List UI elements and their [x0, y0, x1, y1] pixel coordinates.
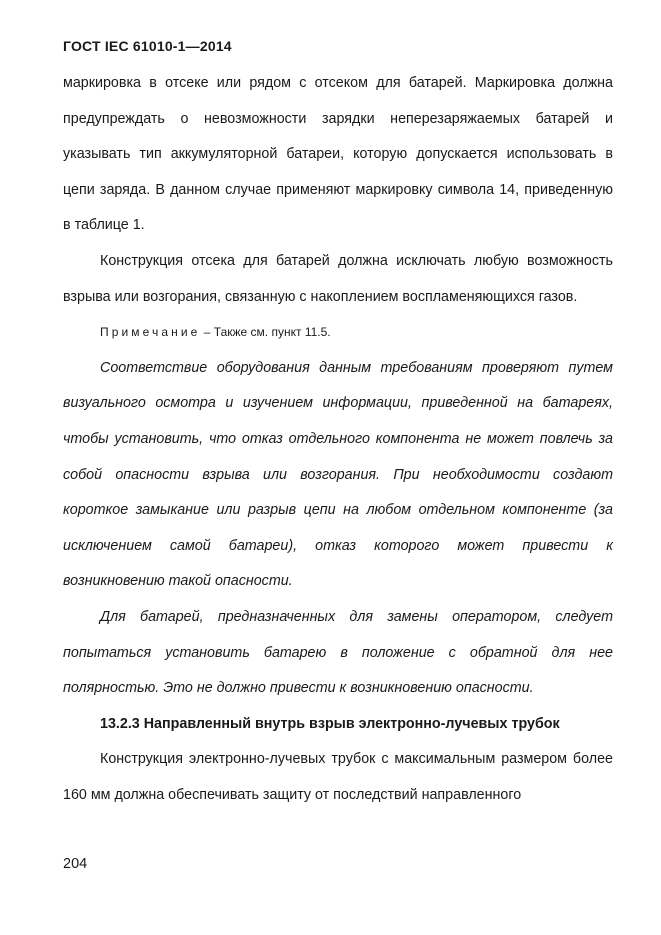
note: [63, 315, 613, 351]
paragraph-compliance-check: Соответствие оборудования данным требованиям проверяют путем визуального осмотра и изучением информации, приведенной на батареях, чтобы установить, что отказ отдельного компонента не может повлечь за собой опасности взрыва или возгорания. При необходимости создают короткое замыкание или разрыв цепи на любом отдельном компоненте (за исключением самой батареи), отказ которого может привести к возникновению такой опасности.: [63, 359, 613, 590]
section-heading: 13.2.3 Направленный внутрь взрыв электронно-лучевых трубок: [100, 715, 560, 732]
paragraph-battery-compartment: Конструкция отсека для батарей должна исключать любую возможность взрыва или возгорания, связанную с накоплением воспламеняющихся газов.: [63, 252, 613, 305]
document-header: ГОСТ IEC 61010-1—2014: [63, 38, 232, 54]
paragraph-crt-construction: Конструкция электронно-лучевых трубок с максимальным размером более 160 мм должна обеспечивать защиту от последствий направленного: [63, 751, 613, 803]
note-label: Примечание: [100, 325, 201, 340]
page-number: 204: [63, 856, 88, 872]
document-body: [63, 66, 613, 813]
paragraph-battery-marking: маркировка в отсеке или рядом с отсеком для батарей. Маркировка должна предупреждать о невозможности зарядки неперезаряжаемых батарей и указывать тип аккумуляторной батареи, которую допускается использовать в цепи заряда. В данном случае применяют маркировку символа 14, приведенную в таблице 1.: [63, 75, 613, 234]
paragraph-reverse-polarity: Для батарей, предназначенных для замены оператором, следует попытаться установить батарею в положение с обратной для нее полярностью. Это не должно привести к возникновению опасности.: [63, 608, 613, 697]
note-text: – Также см. пункт 11.5.: [200, 325, 331, 340]
